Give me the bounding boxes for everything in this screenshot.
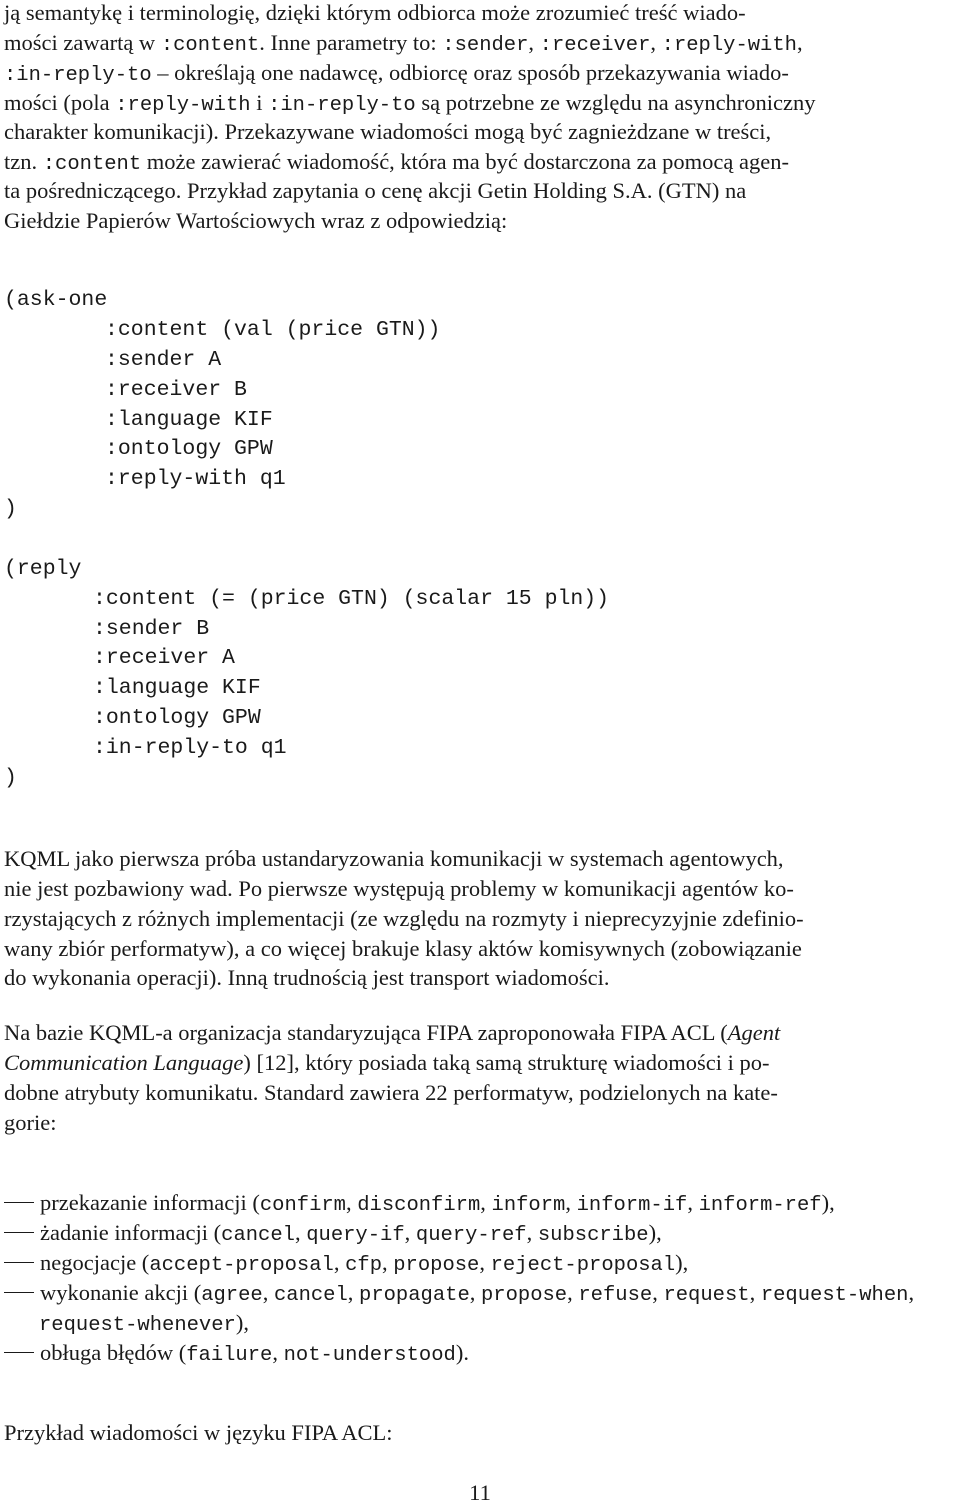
text-line: gorie: — [4, 1110, 57, 1135]
em-dash-bullet — [4, 1352, 34, 1353]
code-line: :sender B — [93, 617, 210, 641]
performative-name: subscribe — [537, 1224, 649, 1247]
performative-name: propagate — [359, 1284, 470, 1307]
text-line: ją semantykę i terminologię, dzięki którym odbiorca może zrozumieć treść wiado- — [4, 0, 746, 25]
em-dash-bullet — [4, 1202, 34, 1203]
text-line: rzystających z różnych implementacji (ze względu na rozmyty i nieprecyzyjnie zdefinio- — [4, 906, 804, 931]
em-dash-bullet — [4, 1262, 34, 1263]
performative-name: cfp — [345, 1254, 382, 1277]
code-line: :receiver B — [105, 378, 247, 402]
text-line: mości (pola :reply-with i :in-reply-to są potrzebne ze względu na asynchroniczny — [4, 90, 816, 117]
performative-name: request-whenever — [39, 1314, 236, 1337]
text-line: charakter komunikacji). Przekazywane wiadomości mogą być zagnieżdzane w treści, — [4, 119, 772, 144]
category-item: przekazanie informacji (confirm, disconfirm, inform, inform-if, inform-ref), — [4, 1188, 835, 1221]
text-line: wany zbiór performatyw), a co więcej brakuje klasy aktów komisywnych (zobowiązanie — [4, 936, 802, 961]
text-line: ta pośredniczącego. Przykład zapytania o cenę akcji Getin Holding S.A. (GTN) na — [4, 178, 747, 203]
performative-name: query-if — [306, 1224, 405, 1247]
em-dash-bullet — [4, 1292, 34, 1293]
category-item: żadanie informacji (cancel, query-if, query-ref, subscribe), — [4, 1218, 662, 1251]
performative-name: reject-proposal — [490, 1254, 676, 1277]
text-line: mości zawartą w :content. Inne parametry to: :sender, :receiver, :reply-with, — [4, 30, 803, 57]
performative-name: request — [663, 1284, 750, 1307]
performative-name: cancel — [221, 1224, 295, 1247]
performative-name: failure — [186, 1344, 273, 1367]
code-line: :language KIF — [105, 408, 273, 432]
em-dash-bullet — [4, 1232, 34, 1233]
code-line: (reply — [4, 557, 82, 581]
text-line: KQML jako pierwsza próba ustandaryzowania komunikacji w systemach agentowych, — [4, 846, 784, 871]
text-line: nie jest pozbawiony wad. Po pierwsze występują problemy w komunikacji agentów ko- — [4, 876, 794, 901]
category-name: wykonanie akcji ( — [40, 1280, 202, 1305]
text-line: dobne atrybuty komunikatu. Standard zawiera 22 performatyw, podzielonych na kate- — [4, 1080, 778, 1105]
performative-name: inform — [491, 1194, 566, 1217]
performative-name: propose — [481, 1284, 568, 1307]
code-line: :content (val (price GTN)) — [105, 318, 441, 342]
performative-name: confirm — [259, 1194, 346, 1217]
code-line: :receiver A — [93, 646, 235, 670]
performative-name: request-when — [760, 1284, 909, 1307]
code-line: :language KIF — [93, 676, 261, 700]
text-line: do wykonania operacji). Inną trudnością jest transport wiadomości. — [4, 965, 610, 990]
code-line: :in-reply-to q1 — [93, 736, 287, 760]
code-line: :content (= (price GTN) (scalar 15 pln)) — [93, 587, 610, 611]
performative-name: inform-if — [576, 1194, 688, 1217]
text-line: :in-reply-to – określają one nadawcę, odbiorcę oraz sposób przekazywania wiado- — [4, 60, 789, 87]
performative-name: agree — [201, 1284, 263, 1307]
code-line: :sender A — [105, 348, 222, 372]
performative-name: disconfirm — [357, 1194, 481, 1217]
category-item: negocjacje (accept-proposal, cfp, propose, reject-proposal), — [4, 1248, 688, 1281]
performative-name: propose — [393, 1254, 480, 1277]
code-line: :ontology GPW — [105, 437, 273, 461]
code-line: ) — [4, 497, 17, 521]
text-line: Na bazie KQML-a organizacja standaryzująca FIPA zaproponowała FIPA ACL (Agent — [4, 1020, 781, 1045]
category-item: wykonanie akcji (agree, cancel, propagate, propose, refuse, request, request-when, — [4, 1278, 914, 1311]
text-line: Communication Language) [12], który posiada taką samą strukturę wiadomości i po- — [4, 1050, 770, 1075]
code-line: :ontology GPW — [93, 706, 261, 730]
performative-name: not-understood — [283, 1344, 456, 1367]
performative-name: cancel — [273, 1284, 348, 1307]
category-name: negocjacje ( — [40, 1250, 150, 1275]
page-number: 11 — [469, 1480, 491, 1505]
performative-name: accept-proposal — [149, 1254, 334, 1277]
code-line: ) — [4, 766, 17, 790]
text-line: tzn. :content może zawierać wiadomość, która ma być dostarczona za pomocą agen- — [4, 149, 789, 176]
performative-name: inform-ref — [698, 1194, 822, 1217]
code-line: (ask-one — [4, 288, 108, 312]
closing-line: Przykład wiadomości w języku FIPA ACL: — [4, 1420, 393, 1445]
category-name: przekazanie informacji ( — [40, 1190, 260, 1215]
performative-name: query-ref — [415, 1224, 527, 1247]
text-line: Giełdzie Papierów Wartościowych wraz z odpowiedzią: — [4, 208, 508, 233]
category-item-continuation: request-whenever), — [39, 1310, 249, 1337]
code-line: :reply-with q1 — [105, 467, 286, 491]
category-name: żadanie informacji ( — [40, 1220, 222, 1245]
category-name: obługa błędów ( — [40, 1340, 187, 1365]
category-item: obługa błędów (failure, not-understood). — [4, 1338, 469, 1371]
performative-name: refuse — [578, 1284, 653, 1307]
